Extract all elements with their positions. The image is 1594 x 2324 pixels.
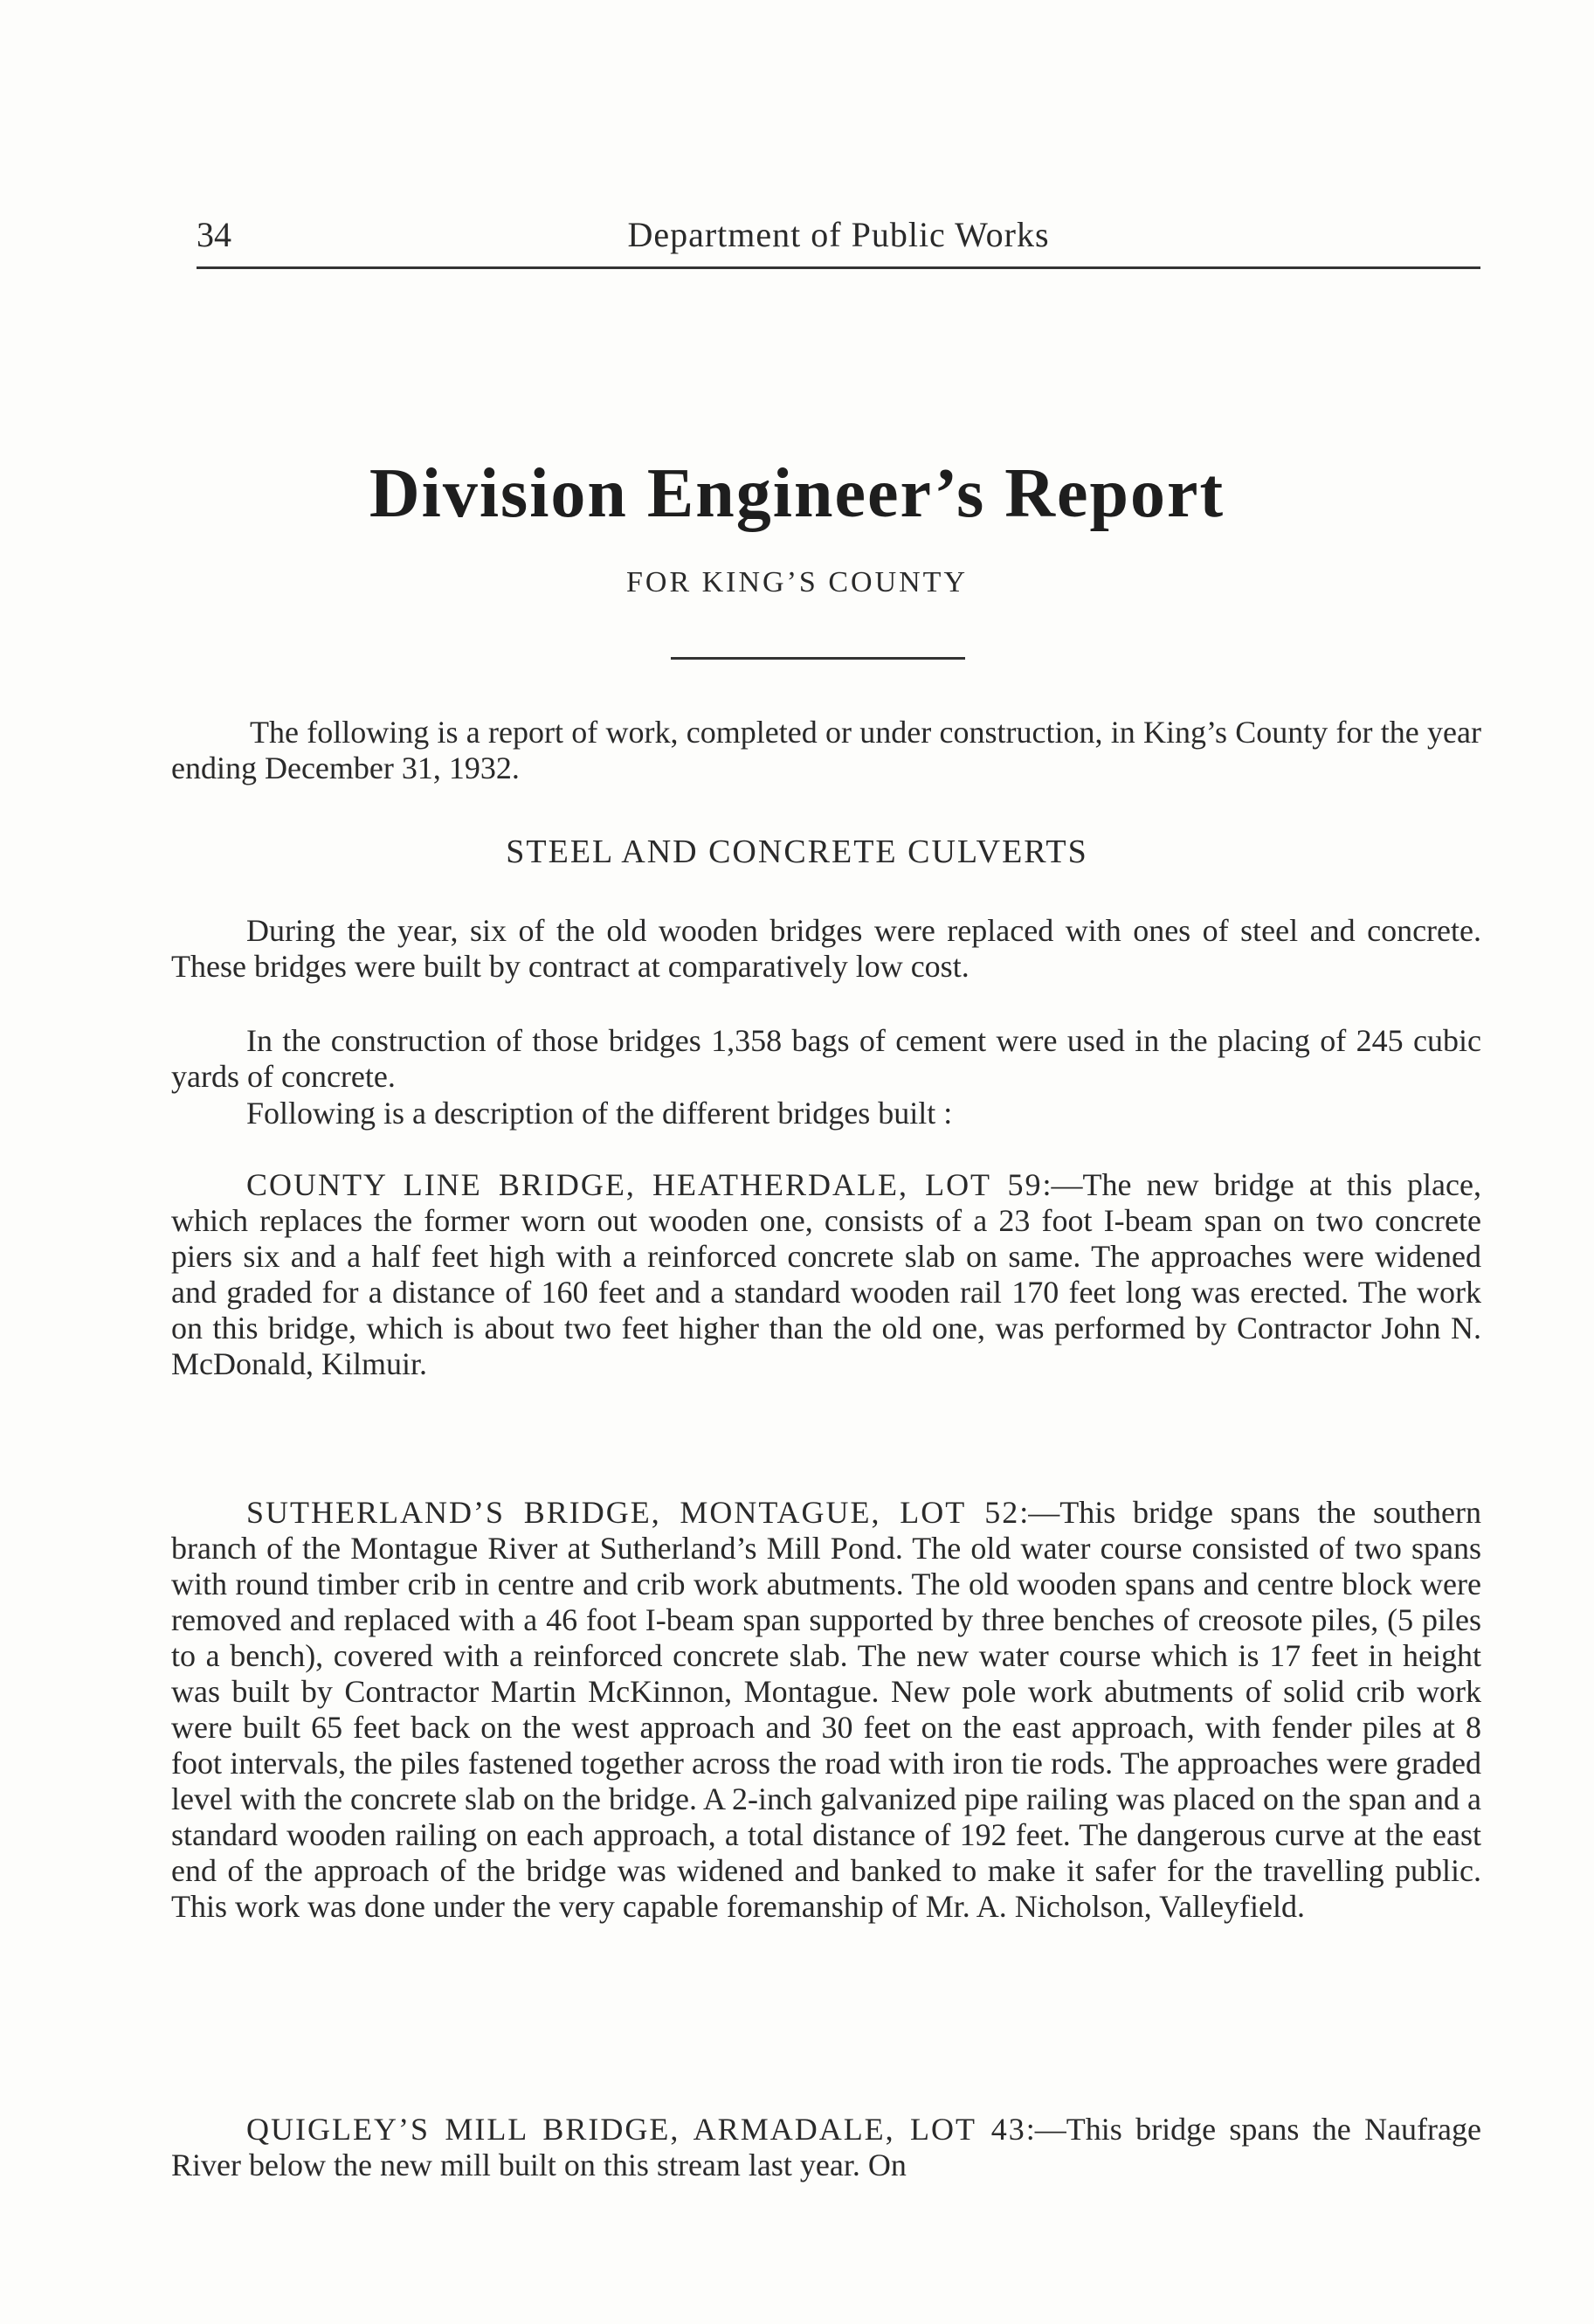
- running-title: Department of Public Works: [627, 215, 1050, 254]
- bridge-entry-text: :—The new bridge at this place, which replaces the former worn out wooden one, consists of a 23 foot I-beam span on two concrete piers six and a half feet high with a reinforced concrete slab on same. The approaches were widened and graded for a distance of 160 feet and a standard wooden rail 170 feet long was erected. The work on this bridge, which is about two feet higher than the old one, was performed by Contractor John N. McDonald, Kilmuir.: [171, 1167, 1481, 1381]
- bridge-entry: [171, 1495, 1481, 1925]
- page-number: 34: [197, 215, 231, 254]
- bridge-entry-title: SUTHERLAND’S BRIDGE, MONTAGUE, LOT 52: [246, 1495, 1020, 1530]
- intro-paragraph: The following is a report of work, completed or under construction, in King’s County for the year ending December 31, 1932.: [171, 715, 1481, 785]
- report-title: Division Engineer’s Report: [369, 455, 1225, 532]
- bridge-entry-title: QUIGLEY’S MILL BRIDGE, ARMADALE, LOT 43: [246, 2112, 1026, 2147]
- bridge-entry: [171, 2112, 1481, 2183]
- running-header: [197, 214, 1480, 269]
- paragraph-3: Following is a description of the different bridges built :: [246, 1096, 953, 1131]
- bridge-entry-title: COUNTY LINE BRIDGE, HEATHERDALE, LOT 59: [246, 1167, 1043, 1202]
- paragraph-1: During the year, six of the old wooden bridges were replaced with ones of steel and concrete. These bridges were built by contract at comparatively low cost.: [171, 913, 1481, 984]
- bridge-entry-text: :—This bridge spans the southern branch of the Montague River at Sutherland’s Mill Pond. The old water course consisted of two spans with round timber crib in centre and crib work abutments. The old wooden spans and centre block were removed and replaced with a 46 foot I-beam span supported by three benches of creosote piles, (5 piles to a bench), covered with a reinforced concrete slab. The new water course which is 17 feet in height was built by Contractor Martin McKinnon, Montague. New pole work abutments of solid crib work were built 65 feet back on the west approach and 30 feet on the east approach, with fender piles at 8 foot intervals, the piles fastened together across the road with iron tie rods. The approaches were graded level with the concrete slab on the bridge. A 2-inch galvanized pipe railing was placed on the span and a standard wooden railing on each approach, a total distance of 192 feet. The dangerous curve at the east end of the approach of the bridge was widened and banked to make it safer for the travelling public. This work was done under the very capable foremanship of Mr. A. Nicholson, Valleyfield.: [171, 1495, 1481, 1924]
- bridge-entry-text: :—This bridge spans the Naufrage River below the new mill built on this stream last year. On: [171, 2112, 1481, 2182]
- report-subtitle: FOR KING’S COUNTY: [625, 566, 969, 598]
- title-divider: [671, 657, 965, 660]
- section-heading: STEEL AND CONCRETE CULVERTS: [506, 833, 1088, 870]
- paragraph-2: In the construction of those bridges 1,358 bags of cement were used in the placing of 245 cubic yards of concrete.: [171, 1023, 1481, 1094]
- bridge-entry: [171, 1167, 1481, 1382]
